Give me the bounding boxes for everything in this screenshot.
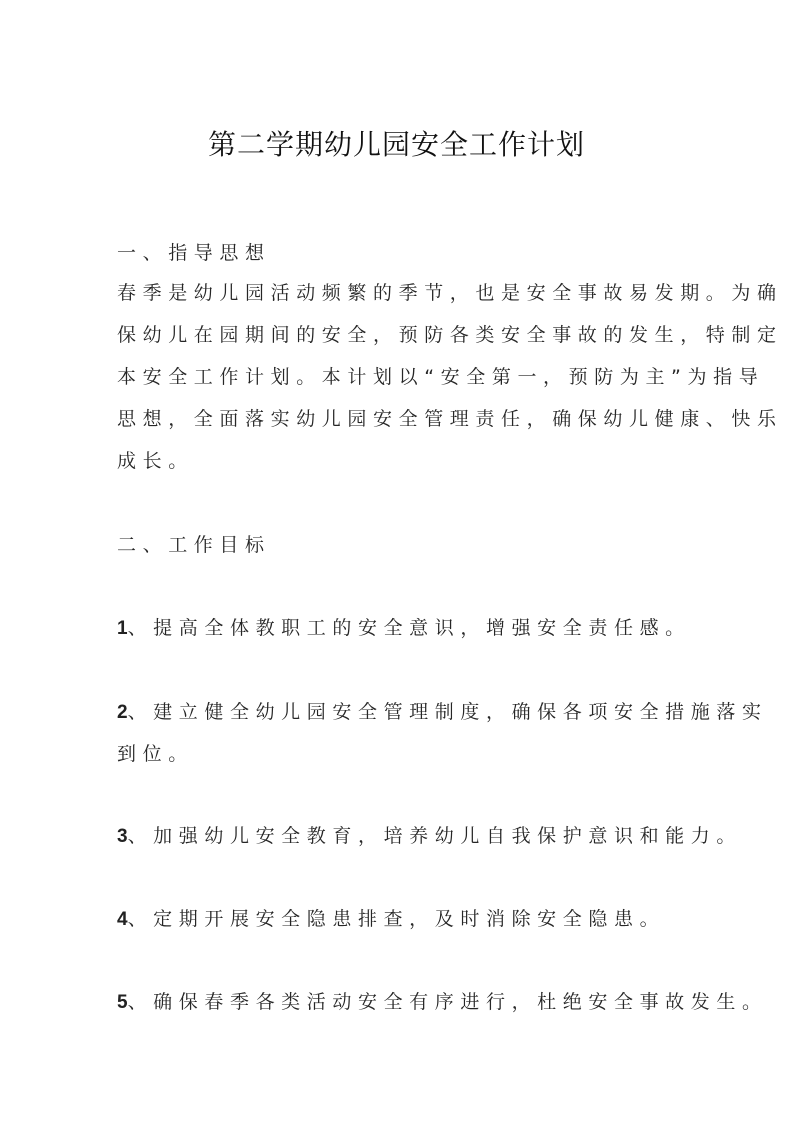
- goal-text: 、建立健全幼儿园安全管理制度，确保各项安全措施落实: [127, 701, 768, 723]
- goal-number: 2: [117, 702, 128, 723]
- goal-text: 、定期开展安全隐患排查，及时消除安全隐患。: [127, 908, 666, 930]
- goal-item-5: [117, 981, 768, 1023]
- paragraph-line: 春季是幼儿园活动频繁的季节，也是安全事故易发期。为确: [117, 282, 783, 304]
- goal-number: 4: [117, 909, 128, 930]
- goal-number: 5: [117, 992, 128, 1013]
- section-heading-guiding-ideology: 一、指导思想: [117, 242, 271, 264]
- goal-item-3: [117, 815, 742, 857]
- goal-item-4: [117, 898, 687, 940]
- document-title: 第二学期幼儿园安全工作计划: [207, 128, 585, 161]
- goal-item-2: [117, 691, 768, 733]
- goal-number: 3: [117, 826, 128, 847]
- paragraph-line: 保幼儿在园期间的安全，预防各类安全事故的发生，特制定: [117, 324, 783, 346]
- paragraph-line: 思想，全面落实幼儿园安全管理责任，确保幼儿健康、快乐: [117, 408, 783, 430]
- goal-item-2-continuation: 到位。: [117, 743, 194, 765]
- goal-item-1: [117, 607, 691, 649]
- goal-text: 、确保春季各类活动安全有序进行，杜绝安全事故发生。: [127, 991, 768, 1013]
- goal-number: 1: [117, 618, 128, 639]
- paragraph-line: 本安全工作计划。本计划以“安全第一，预防为主”为指导: [117, 366, 765, 388]
- goal-text: 、加强幼儿安全教育，培养幼儿自我保护意识和能力。: [127, 825, 742, 847]
- paragraph-line: 成长。: [117, 450, 194, 472]
- section-heading-work-goals: 二、工作目标: [117, 534, 271, 556]
- goal-text: 、提高全体教职工的安全意识，增强安全责任感。: [127, 617, 691, 639]
